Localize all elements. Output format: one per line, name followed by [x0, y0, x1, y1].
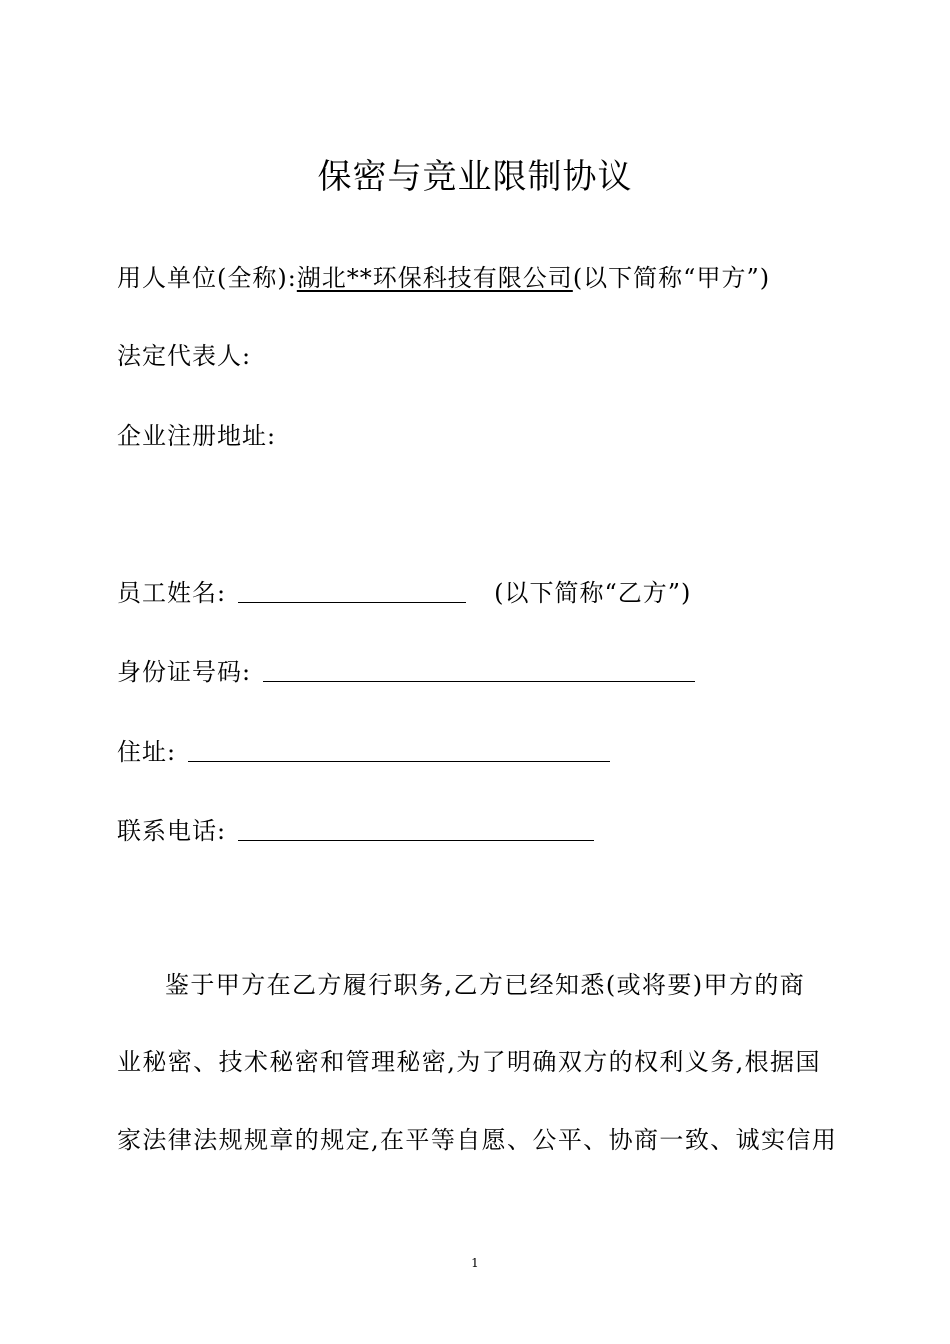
- employee-name-blank[interactable]: [238, 578, 466, 603]
- body-line-2: 业秘密、技术秘密和管理秘密,为了明确双方的权利义务,根据国: [117, 1048, 821, 1076]
- body-line-3: 家法律法规规章的规定,在平等自愿、公平、协商一致、诚实信用: [117, 1126, 838, 1154]
- reg-address-line: [117, 420, 276, 452]
- employee-name-suffix: (以下简称“乙方”): [494, 579, 692, 607]
- address-line: [117, 736, 610, 768]
- body-line-1: 鉴于甲方在乙方履行职务,乙方已经知悉(或将要)甲方的商: [165, 971, 806, 999]
- legal-rep-line: [117, 340, 251, 372]
- reg-address-label: 企业注册地址:: [117, 422, 277, 450]
- employee-name-label: 员工姓名:: [117, 579, 227, 607]
- document-title: 保密与竞业限制协议: [317, 157, 633, 197]
- address-blank[interactable]: [188, 737, 610, 762]
- employer-suffix: (以下简称“甲方”): [572, 264, 771, 292]
- phone-blank[interactable]: [238, 816, 594, 841]
- id-number-label: 身份证号码:: [117, 658, 252, 686]
- id-number-blank[interactable]: [263, 657, 695, 682]
- phone-line: [117, 815, 594, 847]
- legal-rep-label: 法定代表人:: [117, 342, 252, 370]
- page-number: 1: [471, 1256, 479, 1270]
- employer-label: 用人单位(全称):: [117, 264, 297, 292]
- phone-label: 联系电话:: [117, 817, 227, 845]
- employee-name-line: [117, 577, 691, 609]
- address-label: 住址:: [117, 738, 177, 766]
- employer-line: [117, 262, 770, 294]
- id-number-line: [117, 656, 695, 688]
- employer-name: 湖北**环保科技有限公司: [296, 264, 573, 292]
